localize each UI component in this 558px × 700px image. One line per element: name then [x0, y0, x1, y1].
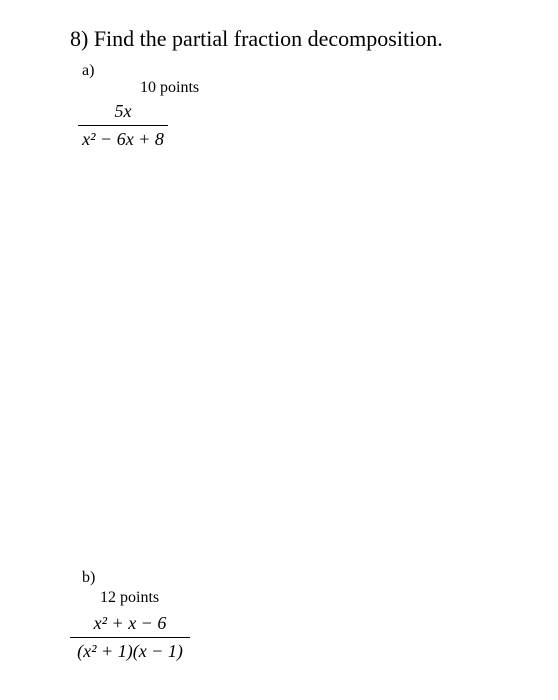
part-a-label: a): [82, 62, 95, 79]
fraction-bar: [70, 637, 190, 638]
part-b-label: b): [82, 569, 96, 586]
question-title: 8) Find the partial fraction decomposition.: [70, 26, 443, 51]
fraction-bar: [78, 125, 168, 126]
denominator-factor-1: (x² + 1): [77, 641, 133, 661]
part-a-numerator: 5x: [114, 101, 132, 121]
part-a-fraction: [78, 100, 168, 150]
part-b-points: 12 points: [100, 589, 160, 606]
part-b-fraction: [70, 612, 190, 662]
denominator-factor-2: (x − 1): [132, 641, 183, 661]
part-a-denominator: x² − 6x + 8: [82, 129, 164, 149]
part-b-denominator: [70, 640, 190, 662]
part-a-points: 10 points: [140, 79, 200, 96]
part-b-numerator: x² + x − 6: [93, 613, 167, 633]
